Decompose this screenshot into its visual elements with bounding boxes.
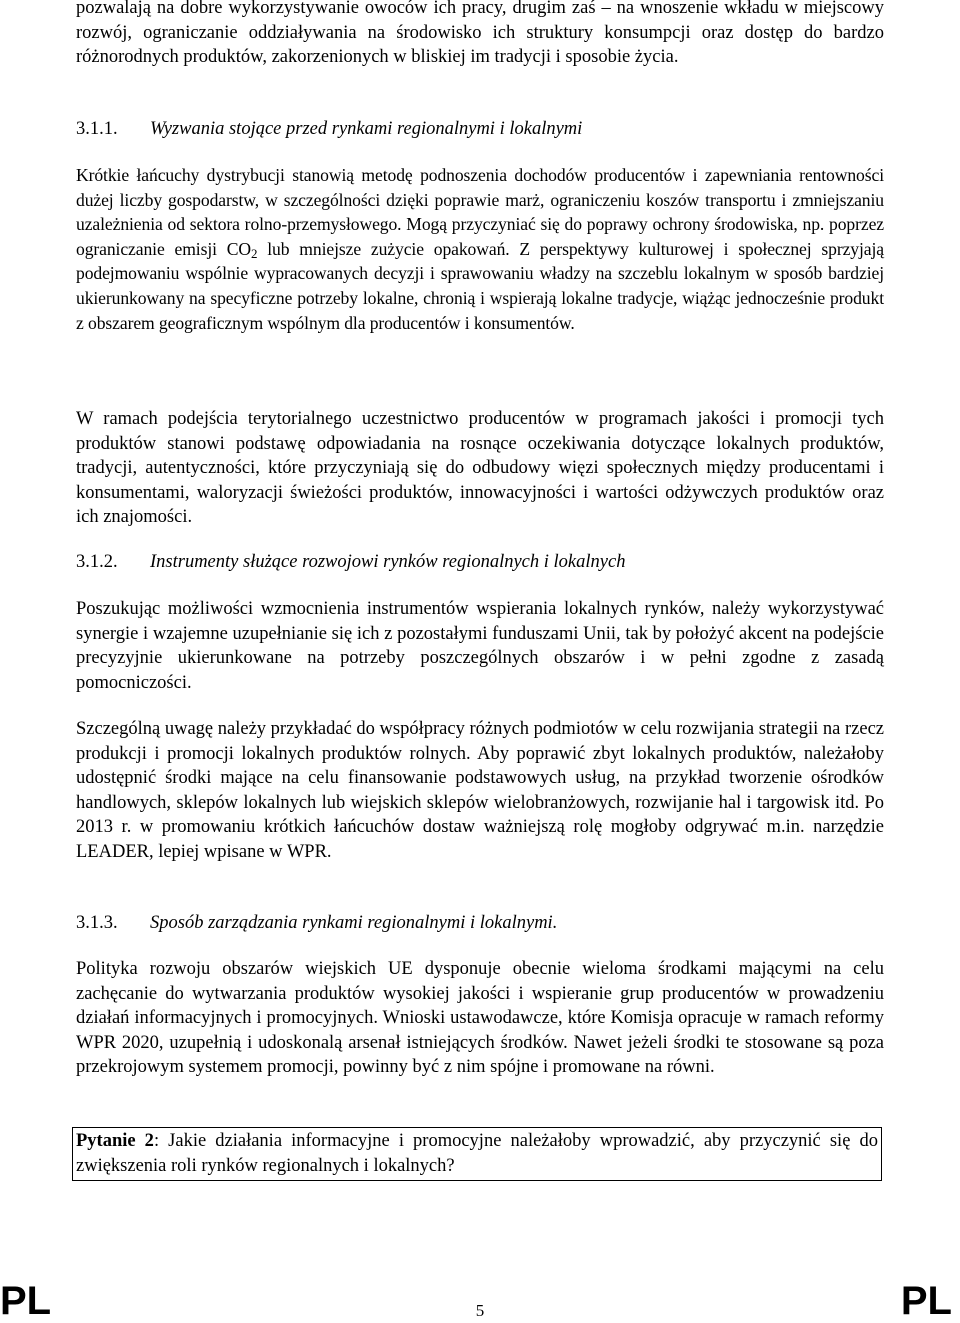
page-number: 5 bbox=[475, 1301, 485, 1320]
question-box bbox=[72, 1127, 882, 1181]
section-3-1-1-paragraph-1 bbox=[76, 163, 884, 335]
paragraph-text: Krótkie łańcuchy dystrybucji stanowią metodę podnoszenia dochodów producentów i zapewniania rentowności dużej liczby gospodarstw, w szczególności dzięki poprawie marż, ograniczeniu koszów transportu i zmniejszaniu uzależnienia od sektora rolno-przemysłowego. Mogą przyczyniać się do poprawy ochrony środowiska, np. poprzez ograniczanie emisji CO bbox=[76, 165, 884, 259]
section-number: 3.1.2. bbox=[76, 552, 118, 572]
section-number: 3.1.1. bbox=[76, 119, 118, 139]
section-heading-3-1-2 bbox=[76, 550, 625, 574]
section-3-1-2-paragraph-2: Szczególną uwagę należy przykładać do współpracy różnych podmiotów w celu rozwijania strategii na rzecz produkcji i promocji lokalnych produktów rolnych. Aby poprawić zbyt lokalnych produktów, należałoby udostępnić środki mające na celu finansowanie podstawowych usług, na przykład tworzenie ośrodków handlowych, sklepów lokalnych lub wiejskich sklepów wielobranżowych, rozwijanie hal i targowisk itd. Po 2013 r. w promowaniu krótkich łańcuchów dostaw ważniejszą rolę mogłoby odgrywać m.in. narzędzie LEADER, lepiej wpisane w WPR. bbox=[76, 719, 885, 862]
section-3-1-3-paragraph-1: Polityka rozwoju obszarów wiejskich UE dysponuje obecnie wieloma środkami mającymi na celu zachęcanie do wytwarzania produktów wysokiej jakości i wspieranie grup producentów w prowadzeniu działań informacyjnych i promocyjnych. Wnioski ustawodawcze, które Komisja opracuje w ramach reformy WPR 2020, uzupełnią i udoskonalą arsenał istniejących środków. Nawet jeżeli środki te stosowane są poza przekrojowym systemem promocji, powinny być z nim spójne i promowane na równi. bbox=[76, 959, 884, 1078]
intro-continuation-paragraph: pozwalają na dobre wykorzystywanie owoców ich pracy, drugim zaś – na wnoszenie wkładu w miejscowy rozwój, ograniczanie oddziaływania na środowisko ich struktury konsumpcji oraz dostęp do bardzo różnorodnych produktów, zakorzenionych w bliskiej im tradycji i sposobie życia. bbox=[76, 0, 884, 68]
question-label: Pytanie 2 bbox=[76, 1131, 154, 1151]
section-title: Wyzwania stojące przed rynkami regionalnymi i lokalnymi bbox=[150, 119, 583, 139]
question-text: : Jakie działania informacyjne i promocyjne należałoby wprowadzić, aby przyczynić się do zwiększenia roli rynków regionalnych i lokalnych? bbox=[76, 1131, 878, 1176]
footer-language-right: PL bbox=[900, 1279, 952, 1323]
section-heading-3-1-1 bbox=[76, 117, 582, 141]
section-number: 3.1.3. bbox=[76, 913, 118, 933]
question-paragraph bbox=[76, 1129, 878, 1178]
section-heading-3-1-3 bbox=[76, 911, 557, 935]
section-3-1-1-paragraph-2: W ramach podejścia terytorialnego uczestnictwo producentów w programach jakości i promocji tych produktów stanowi podstawę odpowiadania na rosnące oczekiwania dotyczące lokalnych produktów, tradycji, autentyczności, które przyczyniają się do odbudowy więzi społecznych między producentami i konsumentami, waloryzacji świeżości produktów, innowacyjności i wartości odżywczych produktów oraz ich znajomości. bbox=[76, 409, 884, 528]
section-title: Instrumenty służące rozwojowi rynków regionalnych i lokalnych bbox=[150, 552, 626, 572]
section-3-1-2-paragraph-1: Poszukując możliwości wzmocnienia instrumentów wspierania lokalnych rynków, należy wykorzystywać synergie i wzajemne uzupełnianie się ich z pozostałymi funduszami Unii, tak by położyć akcent na podejście precyzyjnie ukierunkowane na potrzeby poszczególnych obszarów i w pełni zgodne z zasadą pomocniczości. bbox=[76, 599, 884, 693]
section-title: Sposób zarządzania rynkami regionalnymi i lokalnymi. bbox=[150, 913, 558, 933]
subscript: 2 bbox=[251, 245, 258, 261]
paragraph-text: lub mniejsze zużycie opakowań. Z perspektywy kulturowej i społecznej sprzyjają podejmowaniu wspólnie wypracowanych decyzji i sprawowaniu władzy na szczeblu lokalnym w sposób bardziej ukierunkowany na specyficzne potrzeby lokalne, chronią i wspierają lokalne tradycje, wiążąc jednocześnie produkt z obszarem geograficznym wspólnym dla producentów i konsumentów. bbox=[76, 238, 884, 333]
footer-language-left: PL bbox=[0, 1279, 52, 1323]
